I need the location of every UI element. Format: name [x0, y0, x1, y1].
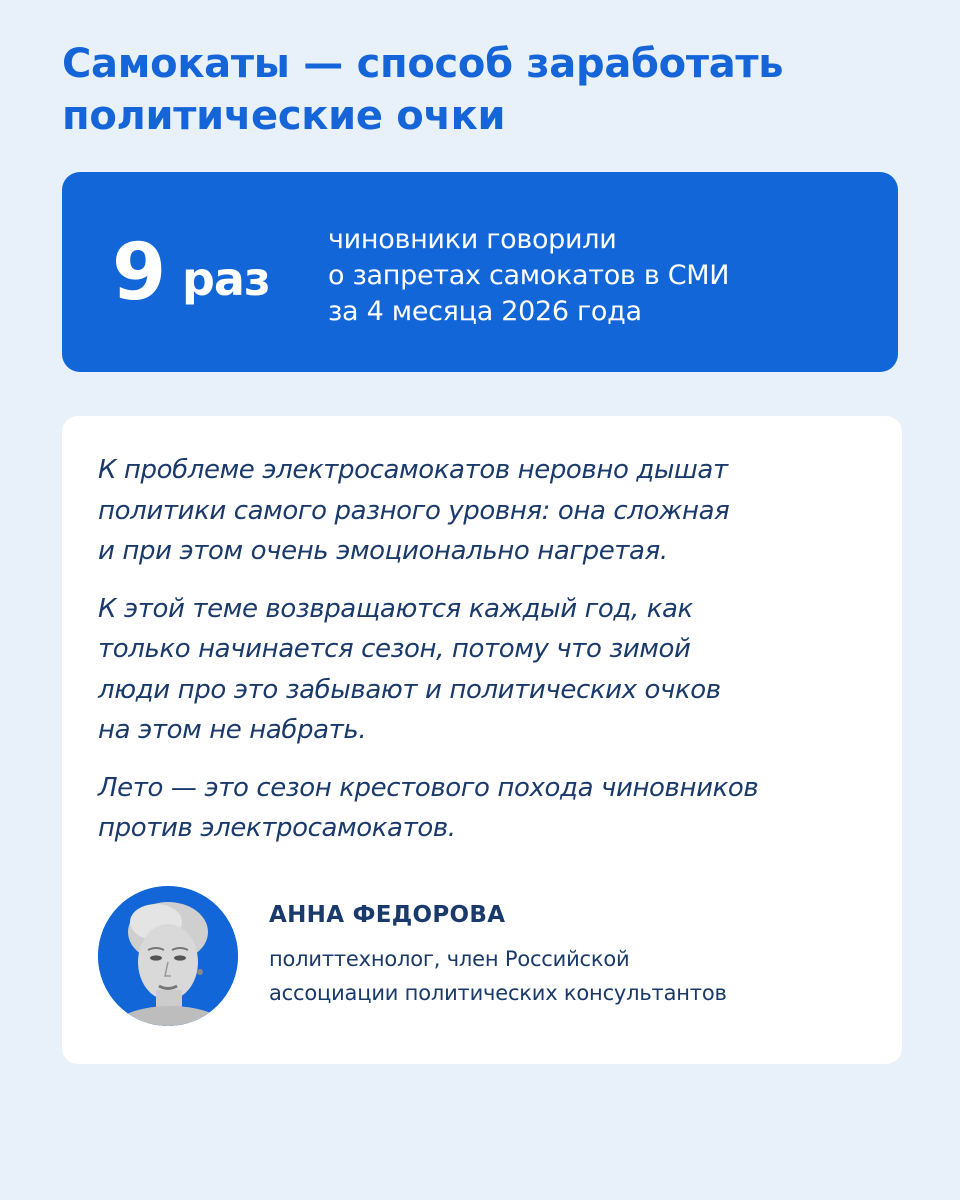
author-role-line-1: политтехнолог, член Российской	[269, 947, 630, 971]
quote-line: только начинается сезон, потому что зимой	[98, 634, 691, 664]
quote-paragraph-2	[98, 589, 878, 751]
stat-desc-line-2: о запретах самокатов в СМИ	[328, 260, 730, 291]
quote-paragraph-1	[98, 450, 878, 572]
avatar	[98, 886, 238, 1026]
author-name: АННА ФЕДОРОВА	[269, 902, 506, 928]
page-title	[62, 38, 902, 142]
quote-text	[98, 450, 878, 866]
stat-card	[62, 172, 898, 372]
stat-number: 9	[112, 228, 165, 318]
quote-paragraph-3	[98, 768, 878, 849]
stat-description	[328, 222, 868, 330]
title-line-1: Самокаты — способ заработать	[62, 41, 784, 87]
quote-line: Лето — это сезон крестового похода чиновников	[98, 772, 759, 803]
quote-card	[62, 416, 902, 1064]
quote-line: на этом не набрать.	[98, 715, 367, 745]
stat-desc-line-3: за 4 месяца 2026 года	[328, 296, 642, 327]
quote-line: К этой теме возвращаются каждый год, как	[98, 593, 693, 624]
author-role-line-2: ассоциации политических консультантов	[269, 981, 727, 1005]
author-role	[269, 942, 869, 1010]
quote-line: К проблеме электросамокатов неровно дышат	[98, 455, 728, 485]
stat-unit: раз	[182, 252, 270, 306]
quote-line: против электросамокатов.	[98, 813, 456, 843]
title-line-2: политические очки	[62, 93, 506, 139]
quote-line: люди про это забывают и политических очков	[98, 674, 721, 705]
portrait-image	[98, 886, 238, 1026]
quote-line: и при этом очень эмоционально нагретая.	[98, 536, 668, 566]
stat-desc-line-1: чиновники говорили	[328, 224, 617, 255]
quote-line: политики самого разного уровня: она сложная	[98, 495, 730, 526]
